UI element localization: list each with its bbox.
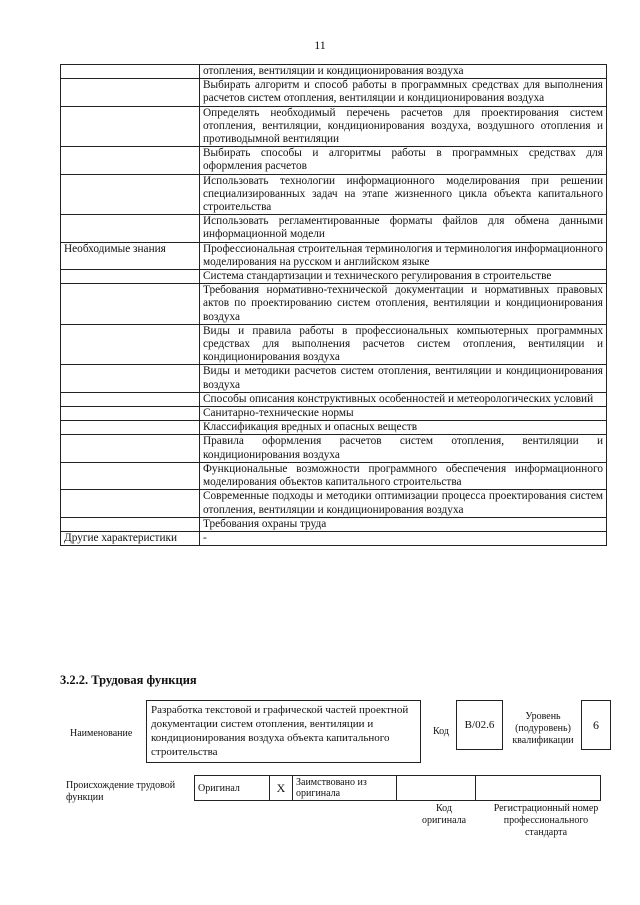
- row-label: [61, 215, 200, 242]
- row-label: [61, 270, 200, 284]
- table-row: [61, 517, 607, 531]
- section-title: 3.2.2. Трудовая функция: [60, 673, 197, 687]
- level-value-box: 6: [581, 700, 611, 750]
- row-text: Выбирать алгоритм и способ работы в программных средствах для выполнения расчетов систем отопления, вентиляции и кондиционирования воздуха: [200, 79, 607, 106]
- row-text: Виды и правила работы в профессиональных компьютерных программных средствах для выполнения расчетов систем отопления, вентиляции и кондиционирования воздуха: [200, 324, 607, 365]
- name-value-box: Разработка текстовой и графической частей проектной документации систем отопления, вентиляции и кондиционирования воздуха объекта капитального строительства: [146, 700, 421, 763]
- row-text: Правила оформления расчетов систем отопления, вентиляции и кондиционирования воздуха: [200, 435, 607, 462]
- row-label: Необходимые знания: [61, 242, 200, 269]
- table-row: [61, 392, 607, 406]
- table-row: [61, 490, 607, 517]
- row-text: Современные подходы и методики оптимизации процесса проектирования систем отопления, вентиляции и кондиционирования воздуха: [200, 490, 607, 517]
- row-text: Использовать технологии информационного моделирования при решении специализированных задач на этапе жизненного цикла объекта капитального строительства: [200, 174, 607, 215]
- table-row: [61, 215, 607, 242]
- table-row: [61, 242, 607, 269]
- row-label: [61, 147, 200, 174]
- row-text: Требования охраны труда: [200, 517, 607, 531]
- row-label: [61, 365, 200, 392]
- table-row: [61, 435, 607, 462]
- row-text: Использовать регламентированные форматы файлов для обмена данными информационной модели: [200, 215, 607, 242]
- row-text: Санитарно-технические нормы: [200, 407, 607, 421]
- code-original-cell: [397, 776, 476, 801]
- row-text: Определять необходимый перечень расчетов для проектирования систем отопления, вентиляции, кондиционирования воздуха, воздушного отопления и противодымной вентиляции: [200, 106, 607, 147]
- row-text: Требования нормативно-технической документации и нормативных правовых актов по проектированию систем отопления, вентиляции и кондиционирования воздуха: [200, 284, 607, 325]
- row-text: Способы описания конструктивных особенностей и метеорологических условий: [200, 392, 607, 406]
- table-row: [61, 407, 607, 421]
- table-row: [61, 147, 607, 174]
- table-row: [61, 421, 607, 435]
- row-label: [61, 174, 200, 215]
- original-label: Оригинал: [195, 776, 270, 801]
- table-row: [61, 174, 607, 215]
- level-label: Уровень (подуровень) квалификации: [512, 711, 574, 746]
- row-text: Система стандартизации и технического регулирования в строительстве: [200, 270, 607, 284]
- caption-reg-number: Регистрационный номер профессионального стандарта: [493, 803, 599, 838]
- row-text: -: [200, 531, 607, 545]
- row-text: Профессиональная строительная терминология и терминология информационного моделирования на русском и английском языке: [200, 242, 607, 269]
- table-row: [61, 531, 607, 545]
- code-value-box: B/02.6: [456, 700, 503, 750]
- row-label: [61, 65, 200, 79]
- row-text: Виды и методики расчетов систем отопления, вентиляции и кондиционирования воздуха: [200, 365, 607, 392]
- row-label: [61, 421, 200, 435]
- table-row: [61, 65, 607, 79]
- skills-table: [60, 64, 607, 546]
- row-label: [61, 392, 200, 406]
- table-row: [61, 324, 607, 365]
- table-row: [61, 284, 607, 325]
- row-label: [61, 324, 200, 365]
- row-label: [61, 462, 200, 489]
- origin-label: Происхождение трудовой функции: [66, 780, 176, 803]
- table-row: [61, 365, 607, 392]
- row-text: Функциональные возможности программного обеспечения информационного моделирования объектов капитального строительства: [200, 462, 607, 489]
- name-label: Наименование: [70, 728, 133, 739]
- code-label: Код: [433, 726, 449, 737]
- row-text: отопления, вентиляции и кондиционирования воздуха: [200, 65, 607, 79]
- original-mark: X: [270, 776, 293, 801]
- page-number: 11: [314, 38, 326, 52]
- row-label: [61, 517, 200, 531]
- reg-number-cell: [476, 776, 601, 801]
- caption-code-original: Код оригинала: [421, 803, 467, 826]
- row-label: [61, 407, 200, 421]
- row-label: Другие характеристики: [61, 531, 200, 545]
- borrowed-label: Заимствовано из оригинала: [293, 776, 397, 801]
- row-label: [61, 435, 200, 462]
- table-row: [61, 462, 607, 489]
- table-row: [61, 79, 607, 106]
- origin-table: [194, 775, 601, 801]
- row-label: [61, 106, 200, 147]
- row-label: [61, 490, 200, 517]
- row-label: [61, 284, 200, 325]
- row-text: Классификация вредных и опасных веществ: [200, 421, 607, 435]
- table-row: [61, 270, 607, 284]
- row-text: Выбирать способы и алгоритмы работы в программных средствах для оформления расчетов: [200, 147, 607, 174]
- table-row: [61, 106, 607, 147]
- row-label: [61, 79, 200, 106]
